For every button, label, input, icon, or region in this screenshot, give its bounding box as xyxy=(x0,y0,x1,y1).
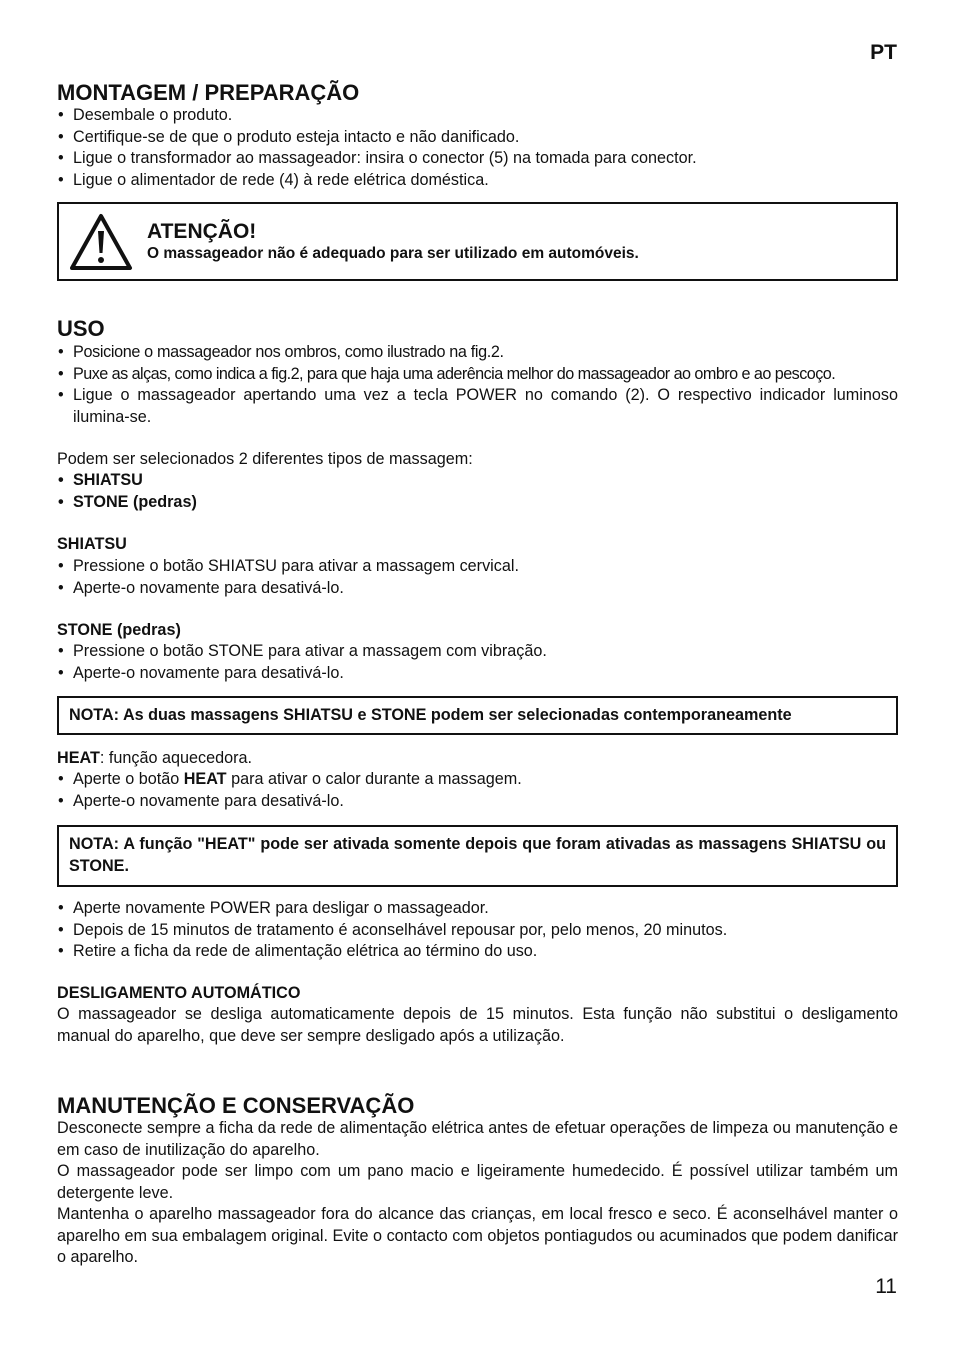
list-item: • Retire a ficha da rede de alimentação elétrica ao término do uso. xyxy=(57,941,898,963)
warning-box xyxy=(57,202,898,281)
maintenance-paragraph: O massageador pode ser limpo com um pano macio e ligeiramente humedecido. É possível utilizar também um detergente leve. xyxy=(57,1162,898,1202)
heat-label: HEAT xyxy=(57,749,100,767)
note-box-heat: NOTA: A função "HEAT" pode ser ativada somente depois que foram ativadas as massagens SHIATSU ou STONE. xyxy=(57,825,898,887)
maintenance-paragraph: Mantenha o aparelho massageador fora do alcance das crianças, em local fresco e seco. É aconselhável manter o aparelho em sua embalagem original. Evite o contacto com objetos pontiagudos ou acuminados que podem danificar o aparelho. xyxy=(57,1205,898,1266)
list-item: • Aperte-o novamente para desativá-lo. xyxy=(57,578,519,600)
usage-title: USO xyxy=(57,316,105,341)
list-item: • Pressione o botão STONE para ativar a massagem com vibração. xyxy=(57,641,547,663)
page-number: 11 xyxy=(875,1275,897,1298)
list-item: • Puxe as alças, como indica a fig.2, para que haja uma aderência melhor do massageador ao ombro e ao pescoço. xyxy=(57,364,898,386)
language-code: PT xyxy=(870,41,897,64)
list-item: • Certifique-se de que o produto esteja intacto e não danificado. xyxy=(57,127,898,149)
note-box: NOTA: As duas massagens SHIATSU e STONE podem ser selecionadas contemporaneamente xyxy=(57,696,898,735)
warning-title: ATENÇÃO! xyxy=(147,219,257,243)
list-item: • Ligue o alimentador de rede (4) à rede elétrica doméstica. xyxy=(57,170,898,192)
list-item: • Posicione o massageador nos ombros, como ilustrado na fig.2. xyxy=(57,342,898,364)
maintenance-text xyxy=(57,1118,898,1269)
stone-title: STONE (pedras) xyxy=(57,621,181,639)
list-item: • STONE (pedras) xyxy=(57,492,197,514)
assembly-title: MONTAGEM / PREPARAÇÃO xyxy=(57,80,360,105)
heat-desc: : função aquecedora. xyxy=(99,749,252,767)
list-item: • Ligue o massageador apertando uma vez a tecla POWER no comando (2). O respectivo indicador luminoso ilumina-se. xyxy=(57,385,898,428)
stone-list xyxy=(57,641,547,684)
list-item: • Aperte-o novamente para desativá-lo. xyxy=(57,791,522,813)
list-item: • Aperte o botão HEAT para ativar o calor durante a massagem. xyxy=(57,769,522,791)
list-item: • Aperte novamente POWER para desligar o massageador. xyxy=(57,898,898,920)
auto-off-title: DESLIGAMENTO AUTOMÁTICO xyxy=(57,984,301,1002)
shiatsu-title: SHIATSU xyxy=(57,535,127,553)
shutdown-list xyxy=(57,898,898,963)
list-item: • Depois de 15 minutos de tratamento é aconselhável repousar por, pelo menos, 20 minutos. xyxy=(57,920,898,942)
heat-description xyxy=(57,748,252,770)
massage-types-list xyxy=(57,470,197,513)
list-item: • SHIATSU xyxy=(57,470,197,492)
list-item: • Pressione o botão SHIATSU para ativar a massagem cervical. xyxy=(57,556,519,578)
maintenance-title: MANUTENÇÃO E CONSERVAÇÃO xyxy=(57,1093,415,1118)
list-item: • Aperte-o novamente para desativá-lo. xyxy=(57,663,547,685)
heat-list xyxy=(57,769,522,812)
list-item: • Desembale o produto. xyxy=(57,105,898,127)
massage-types-intro: Podem ser selecionados 2 diferentes tipos de massagem: xyxy=(57,450,473,468)
warning-content xyxy=(147,220,639,264)
maintenance-paragraph: Desconecte sempre a ficha da rede de alimentação elétrica antes de efetuar operações de limpeza ou manutenção e em caso de inutilização do aparelho. xyxy=(57,1119,898,1159)
list-item: • Ligue o transformador ao massageador: insira o conector (5) na tomada para conector. xyxy=(57,148,898,170)
warning-text: O massageador não é adequado para ser utilizado em automóveis. xyxy=(147,244,639,262)
shiatsu-list xyxy=(57,556,519,599)
auto-off-text: O massageador se desliga automaticamente depois de 15 minutos. Esta função não substitui o desligamento manual do aparelho, que deve ser sempre desligado após a utilização. xyxy=(57,1005,898,1045)
assembly-list xyxy=(57,105,898,191)
warning-triangle-icon xyxy=(69,212,133,272)
usage-list xyxy=(57,342,898,428)
